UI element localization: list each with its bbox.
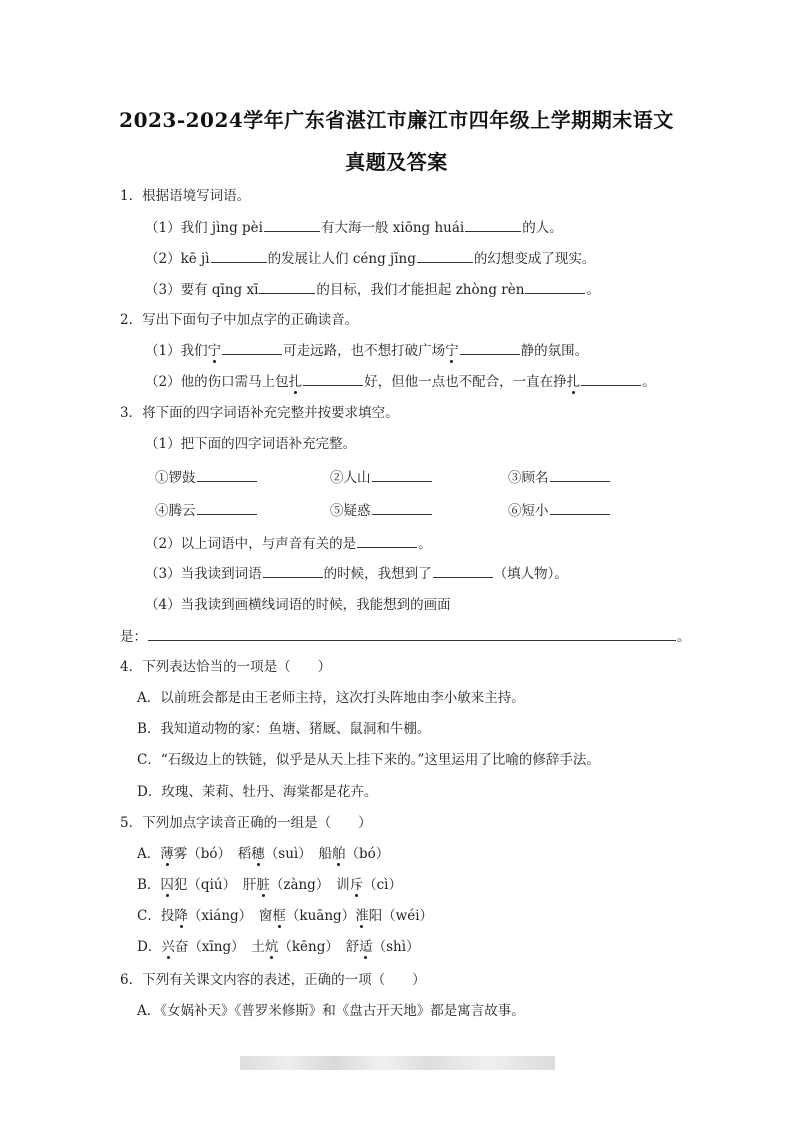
option-label: D．	[137, 939, 162, 955]
q3-word-item	[508, 501, 611, 520]
q3-word-item	[330, 501, 433, 520]
q3-word-item	[155, 501, 258, 520]
answer-blank[interactable]	[259, 280, 315, 294]
q1-item2-part3: 的幻想变成了现实。	[473, 251, 596, 267]
q3-sub3-part1: （3）当我读到词语	[145, 566, 262, 582]
word-part: 肝	[242, 877, 257, 893]
dotted-char: 舶	[331, 846, 346, 862]
q3-sub2	[145, 534, 432, 553]
word-part: （suì）	[264, 846, 312, 862]
word-part: （cì）	[363, 877, 402, 893]
q4-option-a[interactable]: A．以前班会都是由王老师主持，这次打头阵地由李小敏来主持。	[137, 690, 525, 706]
blurred-footer-watermark	[240, 1056, 555, 1070]
q2-item2	[145, 372, 656, 391]
dotted-char: 薄	[160, 846, 174, 862]
dotted-char: 炕	[264, 939, 279, 955]
q3-word-item	[155, 468, 258, 487]
q2-item2-part1: （2）他的伤口需马上包	[145, 374, 289, 390]
q3-word-label: ⑤疑惑	[330, 503, 371, 519]
answer-blank[interactable]	[357, 534, 417, 548]
word-part: 投	[160, 908, 175, 924]
q5-heading: 5．下列加点字读音正确的一组是（ ）	[120, 815, 372, 831]
q1-heading: 1．根据语境写词语。	[120, 188, 251, 204]
word-part: 船	[318, 846, 332, 862]
doc-title-line1: 2023-2024学年广东省湛江市廉江市四年级上学期期末语文	[119, 108, 674, 132]
answer-blank[interactable]	[148, 627, 676, 641]
answer-blank[interactable]	[263, 564, 323, 578]
q4-option-b[interactable]: B．我知道动物的家：鱼塘、猪厩、鼠洞和牛棚。	[137, 721, 431, 737]
q2-item1	[145, 341, 588, 360]
q3-sub1: （1）把下面的四字词语补充完整。	[145, 436, 357, 452]
q3-sub3-part2: 的时候，我想到了	[323, 566, 432, 582]
q3-sub4-part2: 。	[677, 629, 691, 645]
q3-sub2-part1: （2）以上词语中，与声音有关的是	[145, 536, 357, 552]
word-part: 训	[336, 877, 350, 893]
q1-item1-part3: 的人。	[522, 220, 563, 236]
dotted-char: 适	[359, 939, 373, 955]
doc-title-line2: 真题及答案	[345, 150, 448, 174]
dotted-char: 降	[174, 908, 188, 924]
q1-item3-part3: 。	[586, 282, 600, 298]
q2-item1-part3: 静的氛围。	[520, 343, 589, 359]
word-part: （bó）	[345, 846, 390, 862]
answer-blank[interactable]	[264, 218, 320, 232]
option-label: B．	[137, 877, 161, 893]
dotted-char: 宁	[207, 343, 222, 359]
q3-sub2-part2: 。	[418, 536, 432, 552]
answer-blank[interactable]	[303, 372, 363, 386]
q3-word-label: ⑥短小	[508, 503, 549, 519]
word-part: （zàng）	[269, 877, 330, 893]
dotted-char: 囚	[160, 877, 174, 893]
word-part: 雾（bó）	[173, 846, 232, 862]
q1-item2-part2: 的发展让人们 céng jīng	[267, 251, 416, 267]
q1-item2-part1: （2）kē jì	[145, 251, 210, 267]
option-label: A．	[137, 846, 161, 862]
q1-item2	[145, 249, 595, 268]
q2-item1-part2: 可走远路，也不想打破广场	[283, 343, 446, 359]
q6-heading: 6．下列有关课文内容的表述，正确的一项（ ）	[120, 972, 426, 988]
dotted-char: 扎	[566, 374, 581, 390]
word-part: 奋（xīng）	[174, 939, 245, 955]
answer-blank[interactable]	[465, 218, 521, 232]
q3-sub3-part3: （填人物）。	[493, 566, 568, 582]
word-part: 犯（qiú）	[173, 877, 237, 893]
q4-option-d[interactable]: D．玫瑰、茉莉、牡丹、海棠都是花卉。	[137, 784, 378, 800]
q3-word-label: ②人山	[330, 470, 371, 486]
q2-item1-part1: （1）我们	[145, 343, 208, 359]
dotted-char: 脏	[256, 877, 270, 893]
q5-option-c[interactable]	[137, 907, 433, 925]
q2-item2-part3: 。	[642, 374, 656, 390]
answer-blank[interactable]	[197, 468, 257, 482]
dotted-char: 斥	[349, 877, 364, 893]
dotted-char: 扎	[288, 374, 303, 390]
word-part: 稻	[237, 846, 252, 862]
answer-blank[interactable]	[550, 468, 610, 482]
dotted-char: 兴	[161, 939, 175, 955]
answer-blank[interactable]	[460, 341, 520, 355]
q4-option-c[interactable]: C．“石级边上的铁链，似乎是从天上挂下来的。”这里运用了比喻的修辞手法。	[137, 752, 600, 768]
q1-item1-part2: 有大海一般 xiōng huái	[320, 220, 465, 236]
dotted-char: 淮	[355, 908, 369, 924]
q3-sub3	[145, 564, 568, 583]
q3-word-label: ④腾云	[155, 503, 196, 519]
q5-option-b[interactable]	[137, 876, 402, 894]
q1-item3	[145, 280, 600, 299]
q2-heading: 2．写出下面句子中加点字的正确读音。	[120, 312, 359, 328]
q1-item1	[145, 218, 563, 237]
q3-heading: 3．将下面的四字词语补充完整并按要求填空。	[120, 405, 399, 421]
word-part: （kēng）	[278, 939, 339, 955]
q4-heading: 4．下列表达恰当的一项是（ ）	[120, 659, 332, 675]
word-part: 土	[251, 939, 265, 955]
word-part: （kuāng）	[285, 908, 356, 924]
answer-blank[interactable]	[433, 564, 493, 578]
q3-word-label: ①锣鼓	[155, 470, 196, 486]
q3-word-label: ③顾名	[508, 470, 549, 486]
word-part: 舒	[345, 939, 360, 955]
answer-blank[interactable]	[372, 501, 432, 515]
answer-blank[interactable]	[417, 249, 473, 263]
dotted-char: 穗	[251, 846, 265, 862]
q5-option-d[interactable]	[137, 938, 420, 956]
answer-blank[interactable]	[222, 341, 282, 355]
q3-sub4: （4）当我读到画横线词语的时候，我能想到的画面	[145, 597, 451, 613]
q3-word-item	[508, 468, 611, 487]
word-part: 阳（wéi）	[368, 908, 434, 924]
answer-blank[interactable]	[581, 372, 641, 386]
word-part: （xiáng）	[187, 908, 253, 924]
q1-item3-part2: 的目标，我们才能担起 zhòng rèn	[316, 282, 525, 298]
answer-blank[interactable]	[197, 501, 257, 515]
answer-blank[interactable]	[211, 249, 267, 263]
q1-item1-part1: （1）我们 jìng pèi	[145, 220, 263, 236]
option-label: C．	[137, 908, 161, 924]
q5-option-a[interactable]	[137, 845, 389, 863]
q1-item3-part1: （3）要有 qīng xī	[145, 282, 259, 298]
q3-sub4-answer-line	[120, 627, 691, 646]
q2-item2-part2: 好，但他一点也不配合，一直在挣	[364, 374, 567, 390]
word-part: 窗	[258, 908, 273, 924]
q3-sub4-part1: 是：	[120, 629, 147, 645]
q6-option-a[interactable]: A．《女娲补天》《普罗米修斯》和《盘古开天地》都是寓言故事。	[137, 1003, 525, 1019]
word-part: （shì）	[372, 939, 420, 955]
dotted-char: 宁	[445, 343, 459, 359]
answer-blank[interactable]	[372, 468, 432, 482]
answer-blank[interactable]	[550, 501, 610, 515]
q3-word-item	[330, 468, 433, 487]
answer-blank[interactable]	[525, 280, 585, 294]
dotted-char: 框	[272, 908, 286, 924]
